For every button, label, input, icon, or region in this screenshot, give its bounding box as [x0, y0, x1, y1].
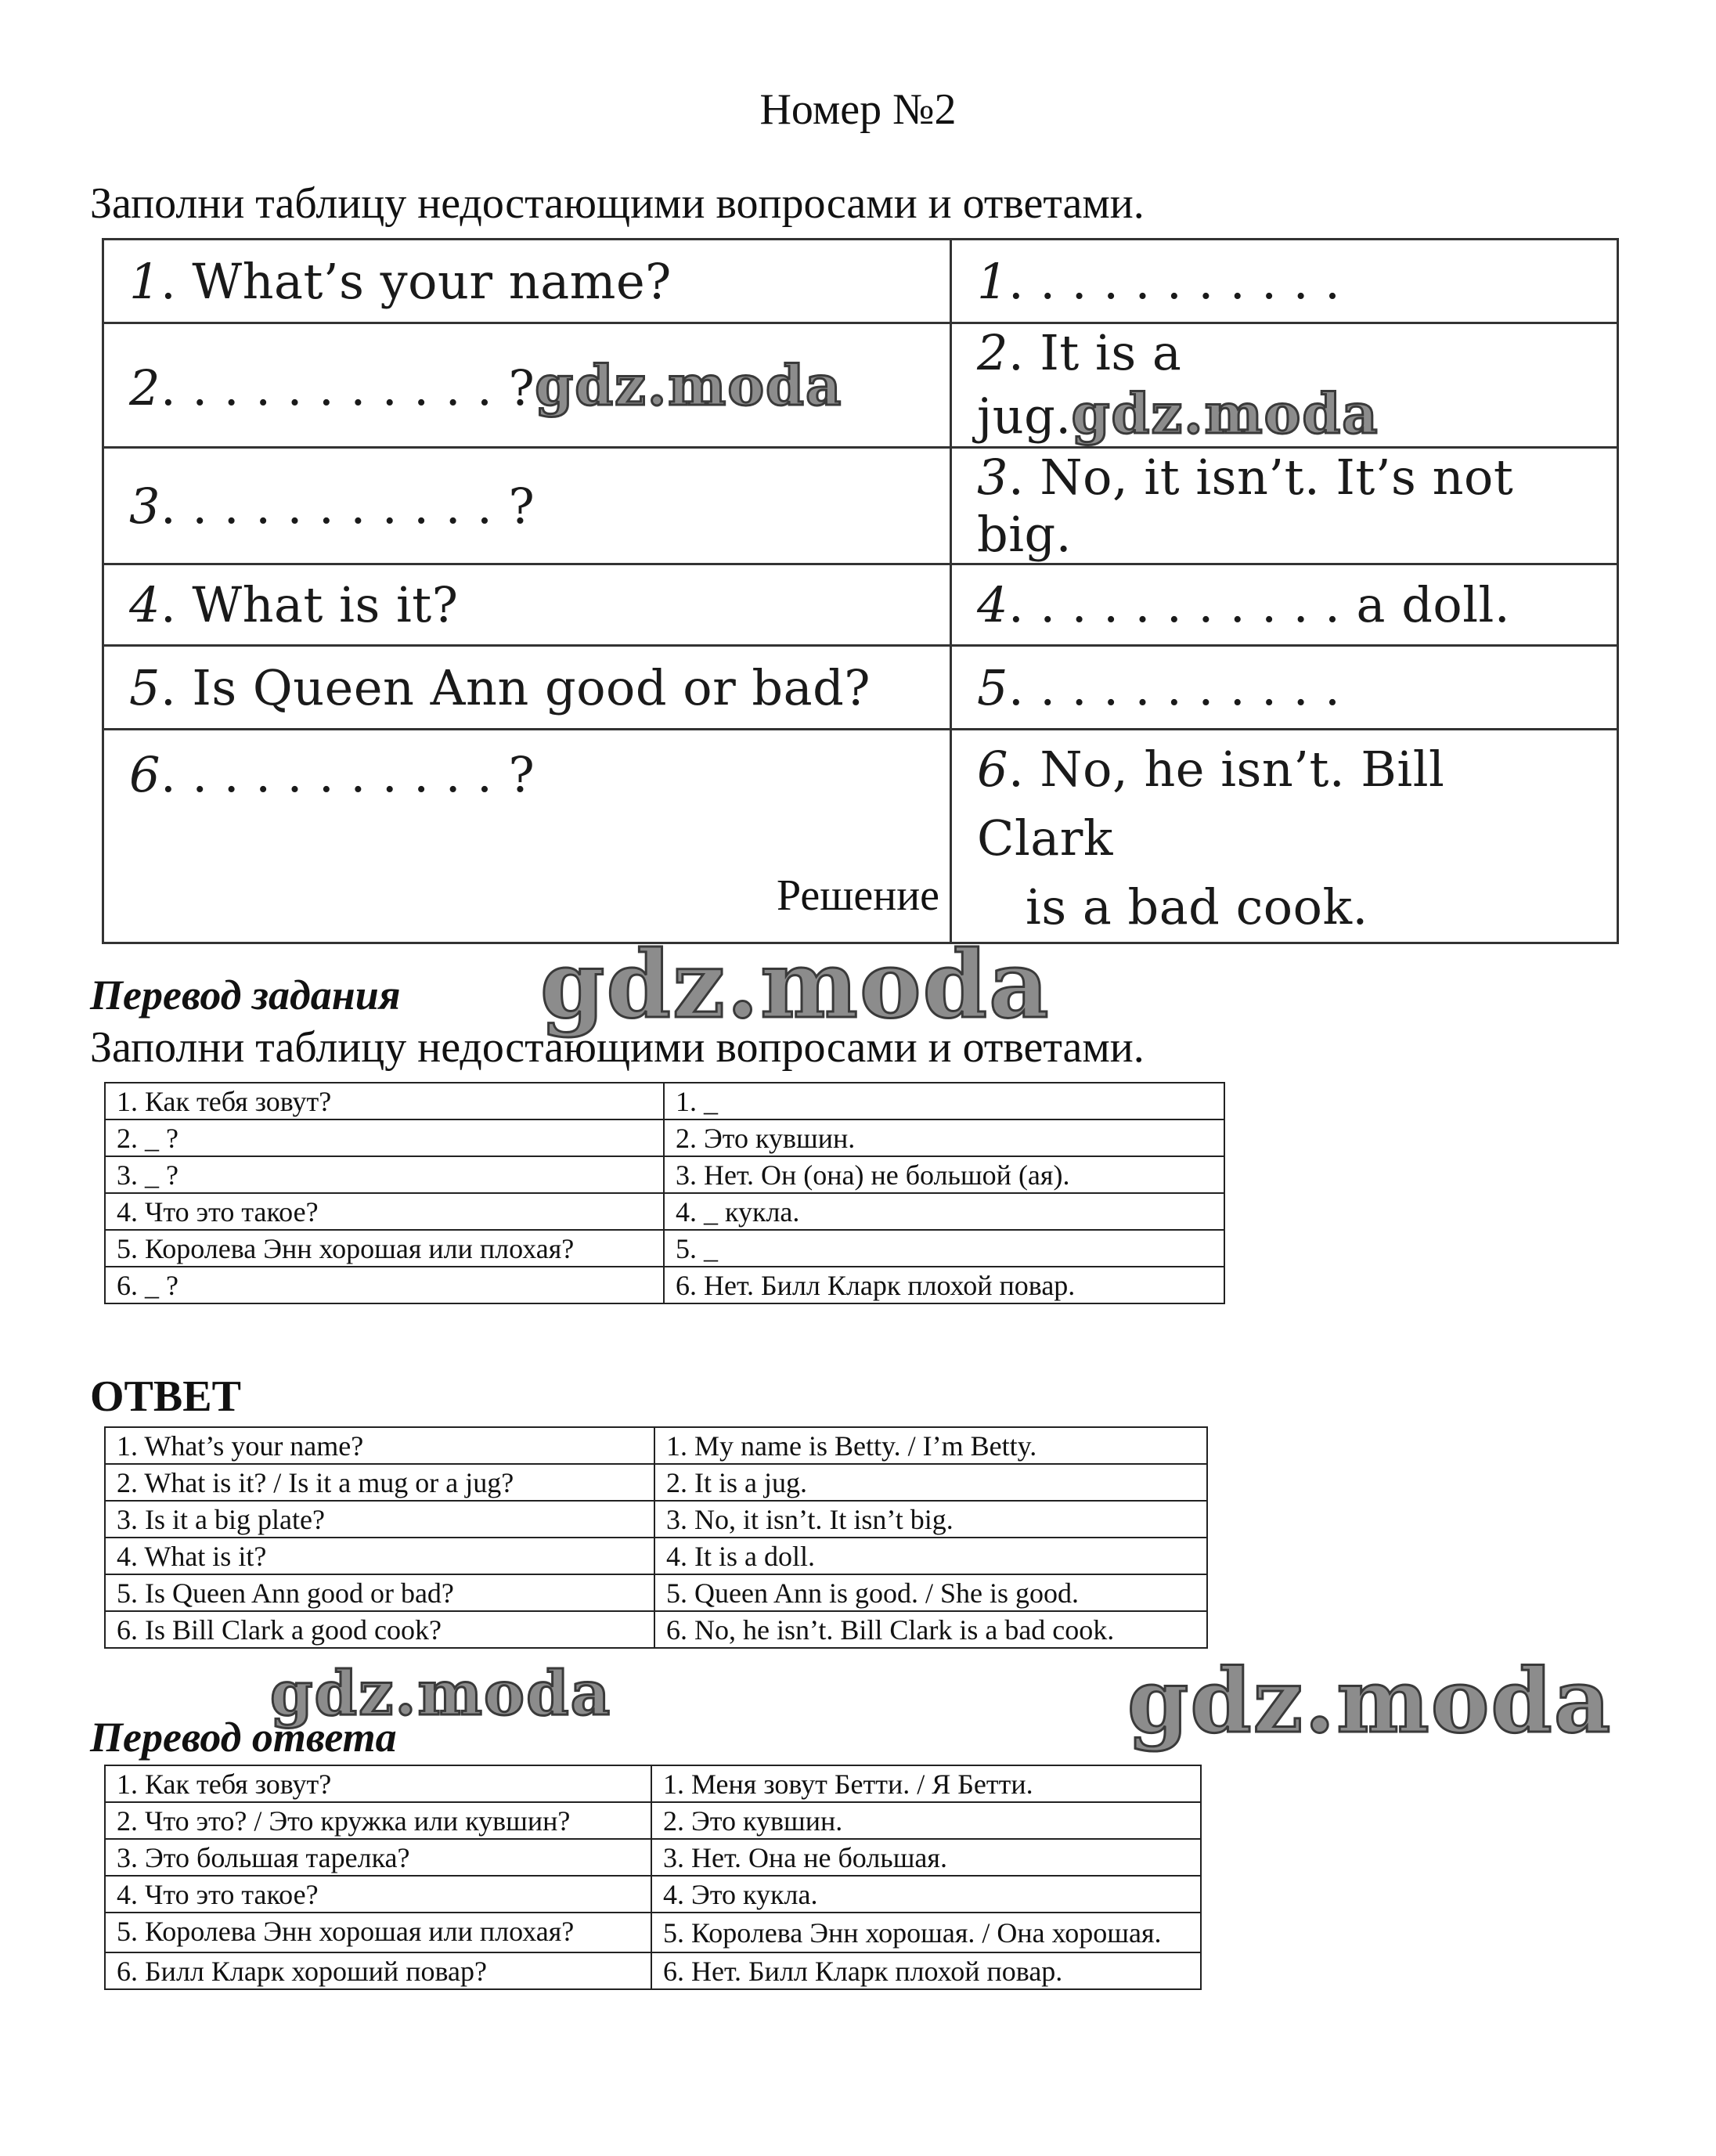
- table-row: [105, 1501, 1207, 1538]
- table-row: [105, 1156, 1224, 1193]
- answer-text: . No, he isn’t. Bill Clark: [977, 741, 1445, 867]
- table-row: [105, 1611, 1207, 1648]
- table-cell: 5. Queen Ann is good. / She is good.: [654, 1574, 1207, 1611]
- table-cell: 6. Is Bill Clark a good cook?: [105, 1611, 654, 1648]
- table-row: [105, 1427, 1207, 1464]
- table-cell: 4. What is it?: [105, 1538, 654, 1574]
- table-row: [105, 1913, 1201, 1952]
- table-cell: [103, 448, 951, 564]
- table-row: [103, 448, 1618, 564]
- answer-text: . . . . . . . . . . .: [1008, 658, 1341, 716]
- item-number: 4: [977, 576, 1008, 633]
- table-row: [103, 240, 1618, 323]
- table-row: [105, 1230, 1224, 1267]
- answer-heading: ОТВЕТ: [90, 1372, 241, 1421]
- solution-title: Решение: [776, 871, 940, 920]
- table-cell: 6. Билл Кларк хороший повар?: [105, 1952, 651, 1989]
- table-cell: 2. _ ?: [105, 1119, 664, 1156]
- table-cell: 6. Нет. Билл Кларк плохой повар.: [664, 1267, 1224, 1303]
- table-row: [105, 1538, 1207, 1574]
- item-number: 5: [129, 658, 160, 716]
- page-title: Номер №2: [759, 85, 957, 134]
- watermark: gdz.moda: [540, 930, 1051, 1039]
- table-row: [105, 1267, 1224, 1303]
- watermark: gdz.moda: [1127, 1650, 1613, 1753]
- table-cell: [951, 448, 1618, 564]
- answer-text: . . . . . . . . . . .: [1008, 252, 1341, 310]
- table-cell: 6. _ ?: [105, 1267, 664, 1303]
- item-number: 3: [129, 477, 160, 535]
- answer-text: . No, it isn’t. It’s not big.: [977, 449, 1514, 563]
- question-text: . . . . . . . . . . . ?: [160, 359, 535, 416]
- table-row: [105, 1574, 1207, 1611]
- item-number: 2: [977, 324, 1008, 381]
- translation-instruction: Заполни таблицу недостающими вопросами и ответами.: [90, 1023, 1145, 1072]
- table-cell: 3. Is it a big plate?: [105, 1501, 654, 1538]
- table-row: [105, 1952, 1201, 1989]
- table-row: [103, 646, 1618, 730]
- table-cell: 1. My name is Betty. / I’m Betty.: [654, 1427, 1207, 1464]
- table-cell: [951, 646, 1618, 730]
- table-cell: 2. Это кувшин.: [664, 1119, 1224, 1156]
- answer-table: [104, 1426, 1208, 1649]
- table-row: [105, 1839, 1201, 1876]
- answer-text: . . . . . . . . . . . a doll.: [1008, 576, 1511, 633]
- table-cell: 1. Как тебя зовут?: [105, 1765, 651, 1802]
- table-row: [105, 1876, 1201, 1913]
- table-cell: 4. It is a doll.: [654, 1538, 1207, 1574]
- table-cell: 2. Это кувшин.: [651, 1802, 1201, 1839]
- table-row: [105, 1119, 1224, 1156]
- table-row: [103, 323, 1618, 448]
- table-cell: [951, 564, 1618, 646]
- translation-table: [104, 1082, 1225, 1304]
- table-cell: 3. No, it isn’t. It isn’t big.: [654, 1501, 1207, 1538]
- table-cell: 5. _: [664, 1230, 1224, 1267]
- item-number: 2: [129, 359, 160, 416]
- item-number: 6: [129, 746, 160, 803]
- item-number: 1: [977, 252, 1008, 310]
- watermark: gdz.moda: [535, 352, 843, 418]
- table-row: [103, 564, 1618, 646]
- table-cell: 3. Нет. Он (она) не большой (ая).: [664, 1156, 1224, 1193]
- table-cell: 4. _ кукла.: [664, 1193, 1224, 1230]
- table-cell: [103, 240, 951, 323]
- table-row: [105, 1464, 1207, 1501]
- answer-text-continued: is a bad cook.: [1026, 878, 1368, 936]
- table-cell: [951, 323, 1618, 448]
- table-row: [105, 1193, 1224, 1230]
- table-cell: 4. Что это такое?: [105, 1193, 664, 1230]
- watermark: gdz.moda: [1071, 381, 1379, 446]
- table-cell: 4. Это кукла.: [651, 1876, 1201, 1913]
- task-instruction: Заполни таблицу недостающими вопросами и ответами.: [90, 179, 1145, 228]
- table-cell: [103, 564, 951, 646]
- table-cell: 2. It is a jug.: [654, 1464, 1207, 1501]
- table-cell: 5. Королева Энн хорошая или плохая?: [105, 1913, 651, 1952]
- question-text: . . . . . . . . . . . ?: [160, 477, 535, 535]
- table-cell: 5. Королева Энн хорошая или плохая?: [105, 1230, 664, 1267]
- table-cell: 3. Нет. Она не большая.: [651, 1839, 1201, 1876]
- item-number: 1: [129, 252, 160, 310]
- question-text: . What is it?: [160, 576, 459, 633]
- answer-text: . It is a jug.: [977, 324, 1182, 445]
- table-cell: 5. Is Queen Ann good or bad?: [105, 1574, 654, 1611]
- table-cell: 2. Что это? / Это кружка или кувшин?: [105, 1802, 651, 1839]
- table-cell: 6. No, he isn’t. Bill Clark is a bad cook.: [654, 1611, 1207, 1648]
- translation-heading: Перевод задания: [90, 972, 401, 1019]
- table-cell: 1. Как тебя зовут?: [105, 1083, 664, 1119]
- table-cell: 3. _ ?: [105, 1156, 664, 1193]
- table-row: [105, 1083, 1224, 1119]
- item-number: 5: [977, 658, 1008, 716]
- table-cell: 1. _: [664, 1083, 1224, 1119]
- table-cell: [103, 646, 951, 730]
- question-text: . . . . . . . . . . . ?: [160, 746, 535, 803]
- answer-translation-heading: Перевод ответа: [90, 1714, 397, 1761]
- table-cell: 5. Королева Энн хорошая. / Она хорошая.: [651, 1913, 1201, 1952]
- task-table: [102, 238, 1619, 944]
- table-row: [105, 1765, 1201, 1802]
- table-cell: [951, 240, 1618, 323]
- table-row: [105, 1802, 1201, 1839]
- table-cell: 1. What’s your name?: [105, 1427, 654, 1464]
- item-number: 4: [129, 576, 160, 633]
- table-cell: [103, 323, 951, 448]
- watermark: gdz.moda: [270, 1658, 612, 1729]
- question-text: . What’s your name?: [160, 252, 672, 310]
- table-cell: 6. Нет. Билл Кларк плохой повар.: [651, 1952, 1201, 1989]
- table-cell: 2. What is it? / Is it a mug or a jug?: [105, 1464, 654, 1501]
- table-cell: 1. Меня зовут Бетти. / Я Бетти.: [651, 1765, 1201, 1802]
- table-cell: 3. Это большая тарелка?: [105, 1839, 651, 1876]
- item-number: 3: [977, 449, 1008, 506]
- table-cell: 4. Что это такое?: [105, 1876, 651, 1913]
- answer-translation-table: [104, 1765, 1202, 1990]
- item-number: 6: [977, 741, 1008, 798]
- question-text: . Is Queen Ann good or bad?: [160, 658, 871, 716]
